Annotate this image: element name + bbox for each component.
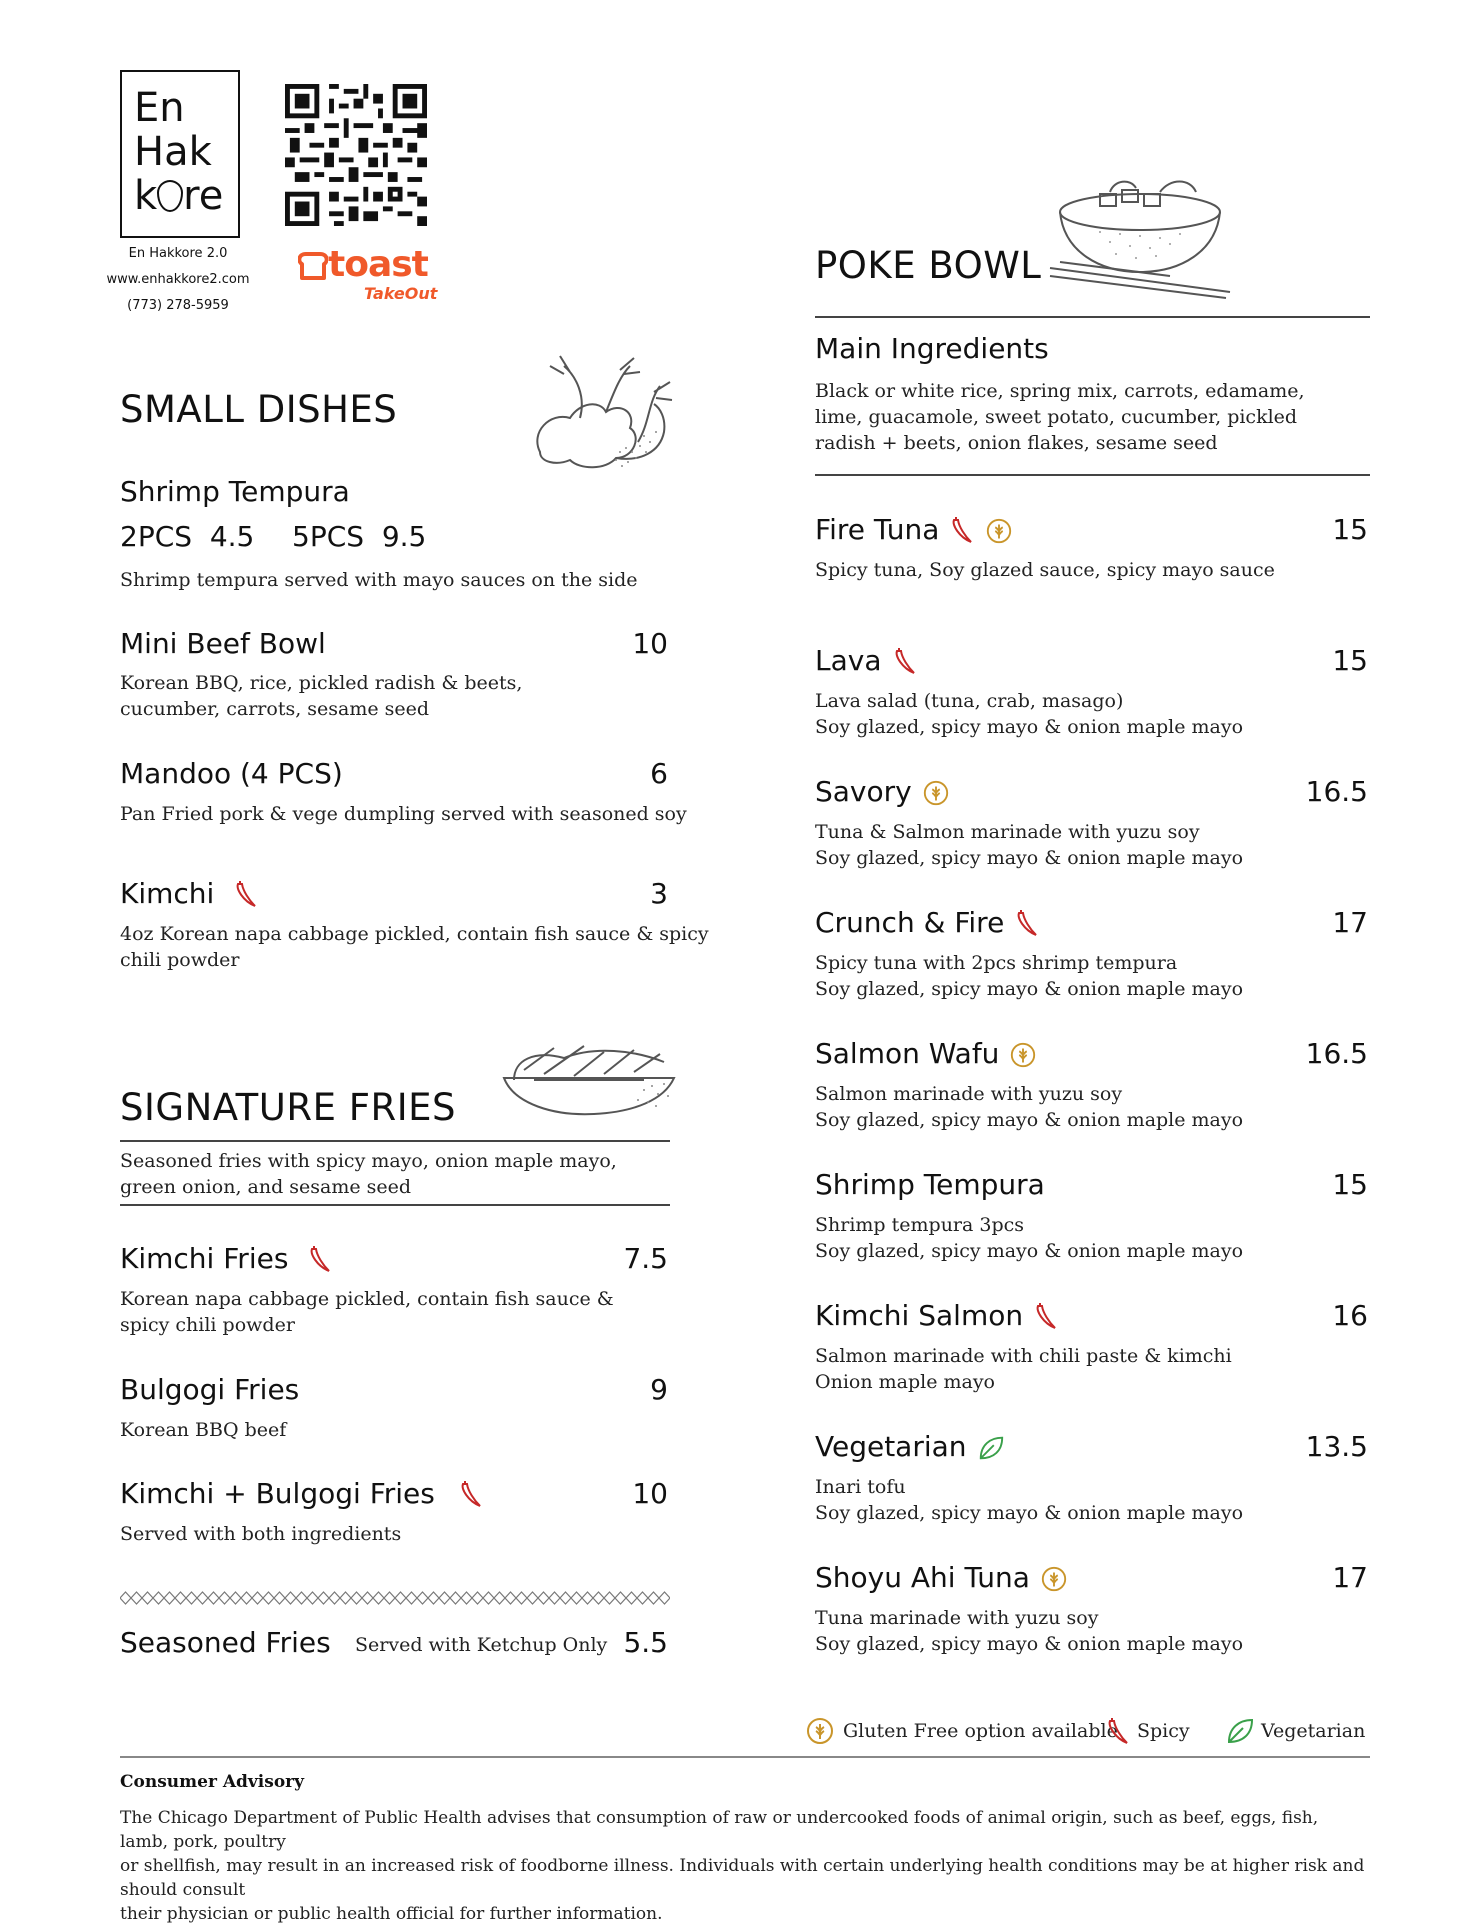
- spicy-icon: [1014, 910, 1040, 938]
- small-item-desc: 4oz Korean napa cabbage pickled, contain fish sauce & spicy chili powder: [120, 923, 709, 971]
- advisory-text: The Chicago Department of Public Health advises that consumption of raw or undercooked foods of animal origin, such as beef, eggs, fish, lamb, pork, poultry or shellfish, may result in an increased risk of foodborne illness. Individuals with certain underlying health conditions may be at higher risk and should consult their physician or public health official for further information.: [120, 1808, 1365, 1924]
- spicy-legend-icon: [1105, 1716, 1131, 1748]
- spicy-icon: [307, 1246, 333, 1274]
- poke-item-desc: Salmon marinade with yuzu soy Soy glazed, spicy mayo & onion maple mayo: [815, 1083, 1244, 1131]
- poke-item-desc: Spicy tuna, Soy glazed sauce, spicy mayo sauce: [815, 559, 1275, 581]
- fries-divider-bottom: [120, 1204, 670, 1206]
- small-item-desc: Shrimp tempura served with mayo sauces on the side: [120, 569, 638, 591]
- poke-item-price: 15: [1332, 644, 1368, 677]
- fries-item-name: Bulgogi Fries: [120, 1373, 300, 1406]
- legend-veg-label: Vegetarian: [1261, 1720, 1366, 1742]
- fries-divider-top: [120, 1140, 670, 1142]
- small-item-name: Mandoo (4 PCS): [120, 757, 343, 790]
- gluten-free-icon: [985, 517, 1013, 545]
- seasoned-fries-price: 5.5: [623, 1626, 668, 1659]
- poke-item-price: 13.5: [1305, 1430, 1368, 1463]
- poke-item-price: 15: [1332, 1168, 1368, 1201]
- poke-item-name: Salmon Wafu: [815, 1037, 1037, 1070]
- logo-line-1: En: [134, 85, 185, 131]
- poke-item-desc: Salmon marinade with chili paste & kimchi Onion maple mayo: [815, 1345, 1232, 1393]
- poke-item-desc: Spicy tuna with 2pcs shrimp tempura Soy glazed, spicy mayo & onion maple mayo: [815, 952, 1244, 1000]
- brand-phone[interactable]: (773) 278-5959: [127, 298, 229, 313]
- vegetarian-legend-icon: [1225, 1716, 1255, 1746]
- poke-item-desc: Shrimp tempura 3pcs Soy glazed, spicy mayo & onion maple mayo: [815, 1214, 1244, 1262]
- fries-item-price: 10: [632, 1477, 668, 1510]
- small-item-price: 6: [650, 757, 668, 790]
- logo-line-3: k re: [134, 173, 224, 219]
- seasoned-fries-name: Seasoned Fries: [120, 1626, 331, 1659]
- small-item-option: 2PCS 4.5: [120, 520, 255, 553]
- diamond-border-divider: [120, 1590, 670, 1606]
- small-item-desc: Korean BBQ, rice, pickled radish & beets, cucumber, carrots, sesame seed: [120, 672, 523, 720]
- small-item-price: 10: [632, 627, 668, 660]
- poke-divider-top: [815, 316, 1370, 318]
- small-item-desc: Pan Fried pork & vege dumpling served with seasoned soy: [120, 803, 687, 825]
- small-item-name: Mini Beef Bowl: [120, 627, 326, 660]
- toast-sub: TakeOut: [364, 284, 438, 303]
- shrimp-illustration-icon: [520, 352, 680, 492]
- poke-item-price: 17: [1332, 906, 1368, 939]
- fries-intro: Seasoned fries with spicy mayo, onion maple mayo, green onion, and sesame seed: [120, 1150, 617, 1198]
- poke-item-desc: Tuna & Salmon marinade with yuzu soy Soy glazed, spicy mayo & onion maple mayo: [815, 821, 1244, 869]
- toast-word: toast: [328, 244, 428, 285]
- small-item-option: 5PCS 9.5: [292, 520, 427, 553]
- poke-item-desc: Inari tofu Soy glazed, spicy mayo & onion maple mayo: [815, 1476, 1244, 1524]
- seasoned-fries-note: Served with Ketchup Only: [355, 1634, 608, 1656]
- brand-name: En Hakkore 2.0: [128, 246, 228, 261]
- toast-takeout-logo[interactable]: [298, 244, 438, 312]
- poke-item-desc: Tuna marinade with yuzu soy Soy glazed, spicy mayo & onion maple mayo: [815, 1607, 1244, 1655]
- signature-fries-title: SIGNATURE FRIES: [120, 1086, 456, 1129]
- advisory-title: Consumer Advisory: [120, 1772, 304, 1792]
- poke-item-name: Shoyu Ahi Tuna: [815, 1561, 1068, 1594]
- spicy-icon: [949, 517, 975, 545]
- fries-item-desc: Korean BBQ beef: [120, 1419, 287, 1441]
- small-item-price: 3: [650, 877, 668, 910]
- spicy-icon: [1033, 1303, 1059, 1331]
- legend-gf-label: Gluten Free option available: [843, 1720, 1118, 1742]
- fries-item-desc: Served with both ingredients: [120, 1523, 402, 1545]
- fries-item-price: 7.5: [623, 1242, 668, 1275]
- poke-divider-bottom: [815, 474, 1370, 476]
- small-item-name: Kimchi: [120, 877, 259, 910]
- brand-logo: [120, 70, 240, 238]
- poke-bowl-illustration-icon: [1040, 172, 1240, 302]
- gluten-free-icon: [922, 779, 950, 807]
- poke-item-name: Lava: [815, 644, 918, 677]
- small-dishes-title: SMALL DISHES: [120, 388, 398, 431]
- brand-website[interactable]: www.enhakkore2.com: [106, 272, 250, 287]
- poke-item-price: 16.5: [1305, 1037, 1368, 1070]
- poke-item-name: Kimchi Salmon: [815, 1299, 1059, 1332]
- gluten-free-icon: [805, 1716, 835, 1746]
- main-ingredients-title: Main Ingredients: [815, 332, 1049, 365]
- poke-item-price: 15: [1332, 513, 1368, 546]
- fries-item-desc: Korean napa cabbage pickled, contain fish sauce & spicy chili powder: [120, 1288, 614, 1336]
- poke-item-price: 16: [1332, 1299, 1368, 1332]
- spicy-icon: [892, 648, 918, 676]
- poke-item-name: Crunch & Fire: [815, 906, 1040, 939]
- legend: [805, 1714, 1375, 1750]
- logo-line-2: Hak: [134, 129, 212, 175]
- small-item-name: Shrimp Tempura: [120, 475, 350, 508]
- poke-item-price: 17: [1332, 1561, 1368, 1594]
- gluten-free-icon: [1040, 1565, 1068, 1593]
- gluten-free-icon: [1009, 1041, 1037, 1069]
- fries-item-price: 9: [650, 1373, 668, 1406]
- legend-spicy-label: Spicy: [1137, 1720, 1190, 1742]
- advisory-divider: [120, 1756, 1370, 1758]
- poke-item-name: Vegetarian: [815, 1430, 1005, 1463]
- poke-item-price: 16.5: [1305, 775, 1368, 808]
- vegetarian-icon: [977, 1434, 1005, 1462]
- poke-item-name: Savory: [815, 775, 950, 808]
- fries-basket-illustration-icon: [494, 1040, 684, 1120]
- fries-item-name: Kimchi + Bulgogi Fries: [120, 1477, 484, 1510]
- poke-item-name: Shrimp Tempura: [815, 1168, 1045, 1201]
- spicy-icon: [233, 881, 259, 909]
- spicy-icon: [458, 1481, 484, 1509]
- main-ingredients-desc: Black or white rice, spring mix, carrots, edamame, lime, guacamole, sweet potato, cucumber, pickled radish + beets, onion flakes, sesame seed: [815, 380, 1305, 454]
- poke-bowl-title: POKE BOWL: [815, 244, 1042, 287]
- fries-item-name: Kimchi Fries: [120, 1242, 333, 1275]
- qr-code[interactable]: [285, 84, 427, 226]
- poke-item-name: Fire Tuna: [815, 513, 1013, 546]
- toast-bread-icon: [298, 252, 328, 280]
- poke-item-desc: Lava salad (tuna, crab, masago) Soy glazed, spicy mayo & onion maple mayo: [815, 690, 1244, 738]
